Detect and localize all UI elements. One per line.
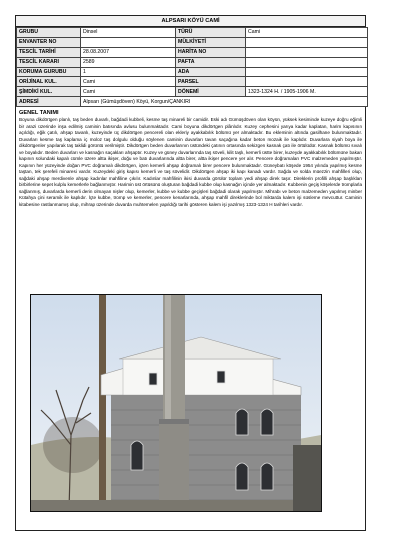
table-row [17,87,368,97]
field-label: ORİJİNAL KUL. [17,77,81,87]
table-row [17,67,368,77]
section-heading: GENEL TANIMI [19,110,59,116]
general-description [19,110,362,208]
description-text: Boyuna dikdörtgen planlı, taş beden duvarlı, bağdadi kubbeli, kesme taş minareli bir camidir. Eski adı Gümüşdöven olan köyün, yüksek kesiminde kuzeye doğru eğimli bir arazi üzerinde inşa edilmiş caminin batısında avlusu bulunmaktadır. Cami boyuna dikdörtgen plânlıdır. Kuzey cephesini yarıya kadar kaplatan, harim kapısının açıldığı, eğik çatılı, ahşap tavanlı, kuzeyinde üç dikdörtgen pencereli olan ekleriy ayakkabılık bölümü yer almaktadır. Bu ekleminin altında gasilhane bulunmaktadır. Duvarları kesme taş kaplama iç moloz taş dolgulu olduğu söylenen caminin duvarları tavan saçağına kadar beton mozaik ile kaplıdır. Duvarlara siyah boya ile dikdörtgenler yapılarak taş taklidi görüntü verilmiştir. Dikdörtgen beden duvarlarının üstündeki çatının ortasında sekizgen kasnak çatı ile örtülüdür. Kasnak bölümü sıvalı ve boyalıdır. Beden duvarları ve kasnağın saçakları ahşaptır. Kuzey ve güney duvarlarında taş söveli, kilit taşlı, kemerli üstte birer, kuzeyde ayakkabılık bölümüne bakan kapının solundaki kapalı cümle üzere altta ikişer, doğu ve batı duvarlarında altta birer, altta ikişer pencere yer alır. Pencere doğramaları PVC malzemeden yapılmıştır. Kapının her yüzeyinde doğan PVC doğramalı dikdörtgen, içten kemerli ahşap doğramalı birer pencere bulunmaktadır. Güneybatı köşede 1954 yılında yapılmış kesme taştan, tek şerefeli minaresi vardır. Kuzeydeki giriş kapısı kemerli ve taş sövelidir. Dikdörtgen ahşap iki kapı kanadı vardır. Sağda ve solda müezzin mahfilleri olup, sağdaki ahşap merdivenle ahşap kadınlar mahfiline çıkılır. Kadınlar mahfilinin ikisi duvarda görülür toplam yedi ahşap direk taşır. Direklerin profilli ahşap başlıkları birbirlerine sepet kulplu kemerlerle bağlanmıştır. Harimin üst örtüsünü oluşturan bağdadi kubbe olup kasnağın içinde yer almaktadır. Kubbenin geçiş köşelerde tromplarla sağlanmış, duvarlarda kemerli derin olmayan nişler olup, kemerler, kubbe ve kubbe geçişleri bağdadi olarak yapılmıştır. Mihrabı ve beton malzemeden yapılmış minber Kütahya çini seramik ile kaplıdır. İçte kubbe, tromp ve kemerler, pencere kenarlarında, ahşap mahfil direklerinde bol miktarda kalem işi süsleme mevcuttur. Caminin kitabesine rastlanmamış olup, mihrap üzerinde duvarda muhtemelen yapıldığı tarihi gösteren kalem işi yazılmış 1323-1324 H tarihleri vardır. [19,117,362,207]
field-value [81,37,176,47]
field-label: PARSEL [176,77,246,87]
field-label: DÖNEMİ [176,87,246,97]
field-value: Cami [81,77,176,87]
document-title: ALPSARI KÖYÜ CAMİ [16,16,365,27]
field-value: 1323-1324 H. / 1905-1906 M. [246,87,368,97]
field-label: HARİTA NO [176,47,246,57]
field-label: GRUBU [17,28,81,38]
table-row [17,77,368,87]
field-value: Dinsel [81,28,176,38]
field-label: TESCİL TARİHİ [17,47,81,57]
field-label: MÜLKİYETİ [176,37,246,47]
field-label: KORUMA GURUBU [17,67,81,77]
table-row [17,97,368,107]
mosque-photo [30,294,322,512]
field-value [246,47,368,57]
field-label: ENVANTER NO [17,37,81,47]
field-value: Cami [81,87,176,97]
table-row [17,47,368,57]
field-label: TESCİL KARARI [17,57,81,67]
field-value [246,77,368,87]
field-value [246,37,368,47]
address-label: ADRESİ [17,97,81,107]
table-row [17,57,368,67]
table-row [17,37,368,47]
field-value [246,67,368,77]
info-table [16,27,368,107]
field-label: PAFTA [176,57,246,67]
field-value: 2589 [81,57,176,67]
field-label: ŞİMDİKİ KUL. [17,87,81,97]
field-value: Cami [246,28,368,38]
field-label: TÜRÜ [176,28,246,38]
field-value [246,57,368,67]
field-value: 1 [81,67,176,77]
address-value: Alpsarı (Gümüşdöven) Köyü, Korgun/ÇANKIRI [81,97,368,107]
table-row [17,28,368,38]
field-value: 28.08.2007 [81,47,176,57]
field-label: ADA [176,67,246,77]
